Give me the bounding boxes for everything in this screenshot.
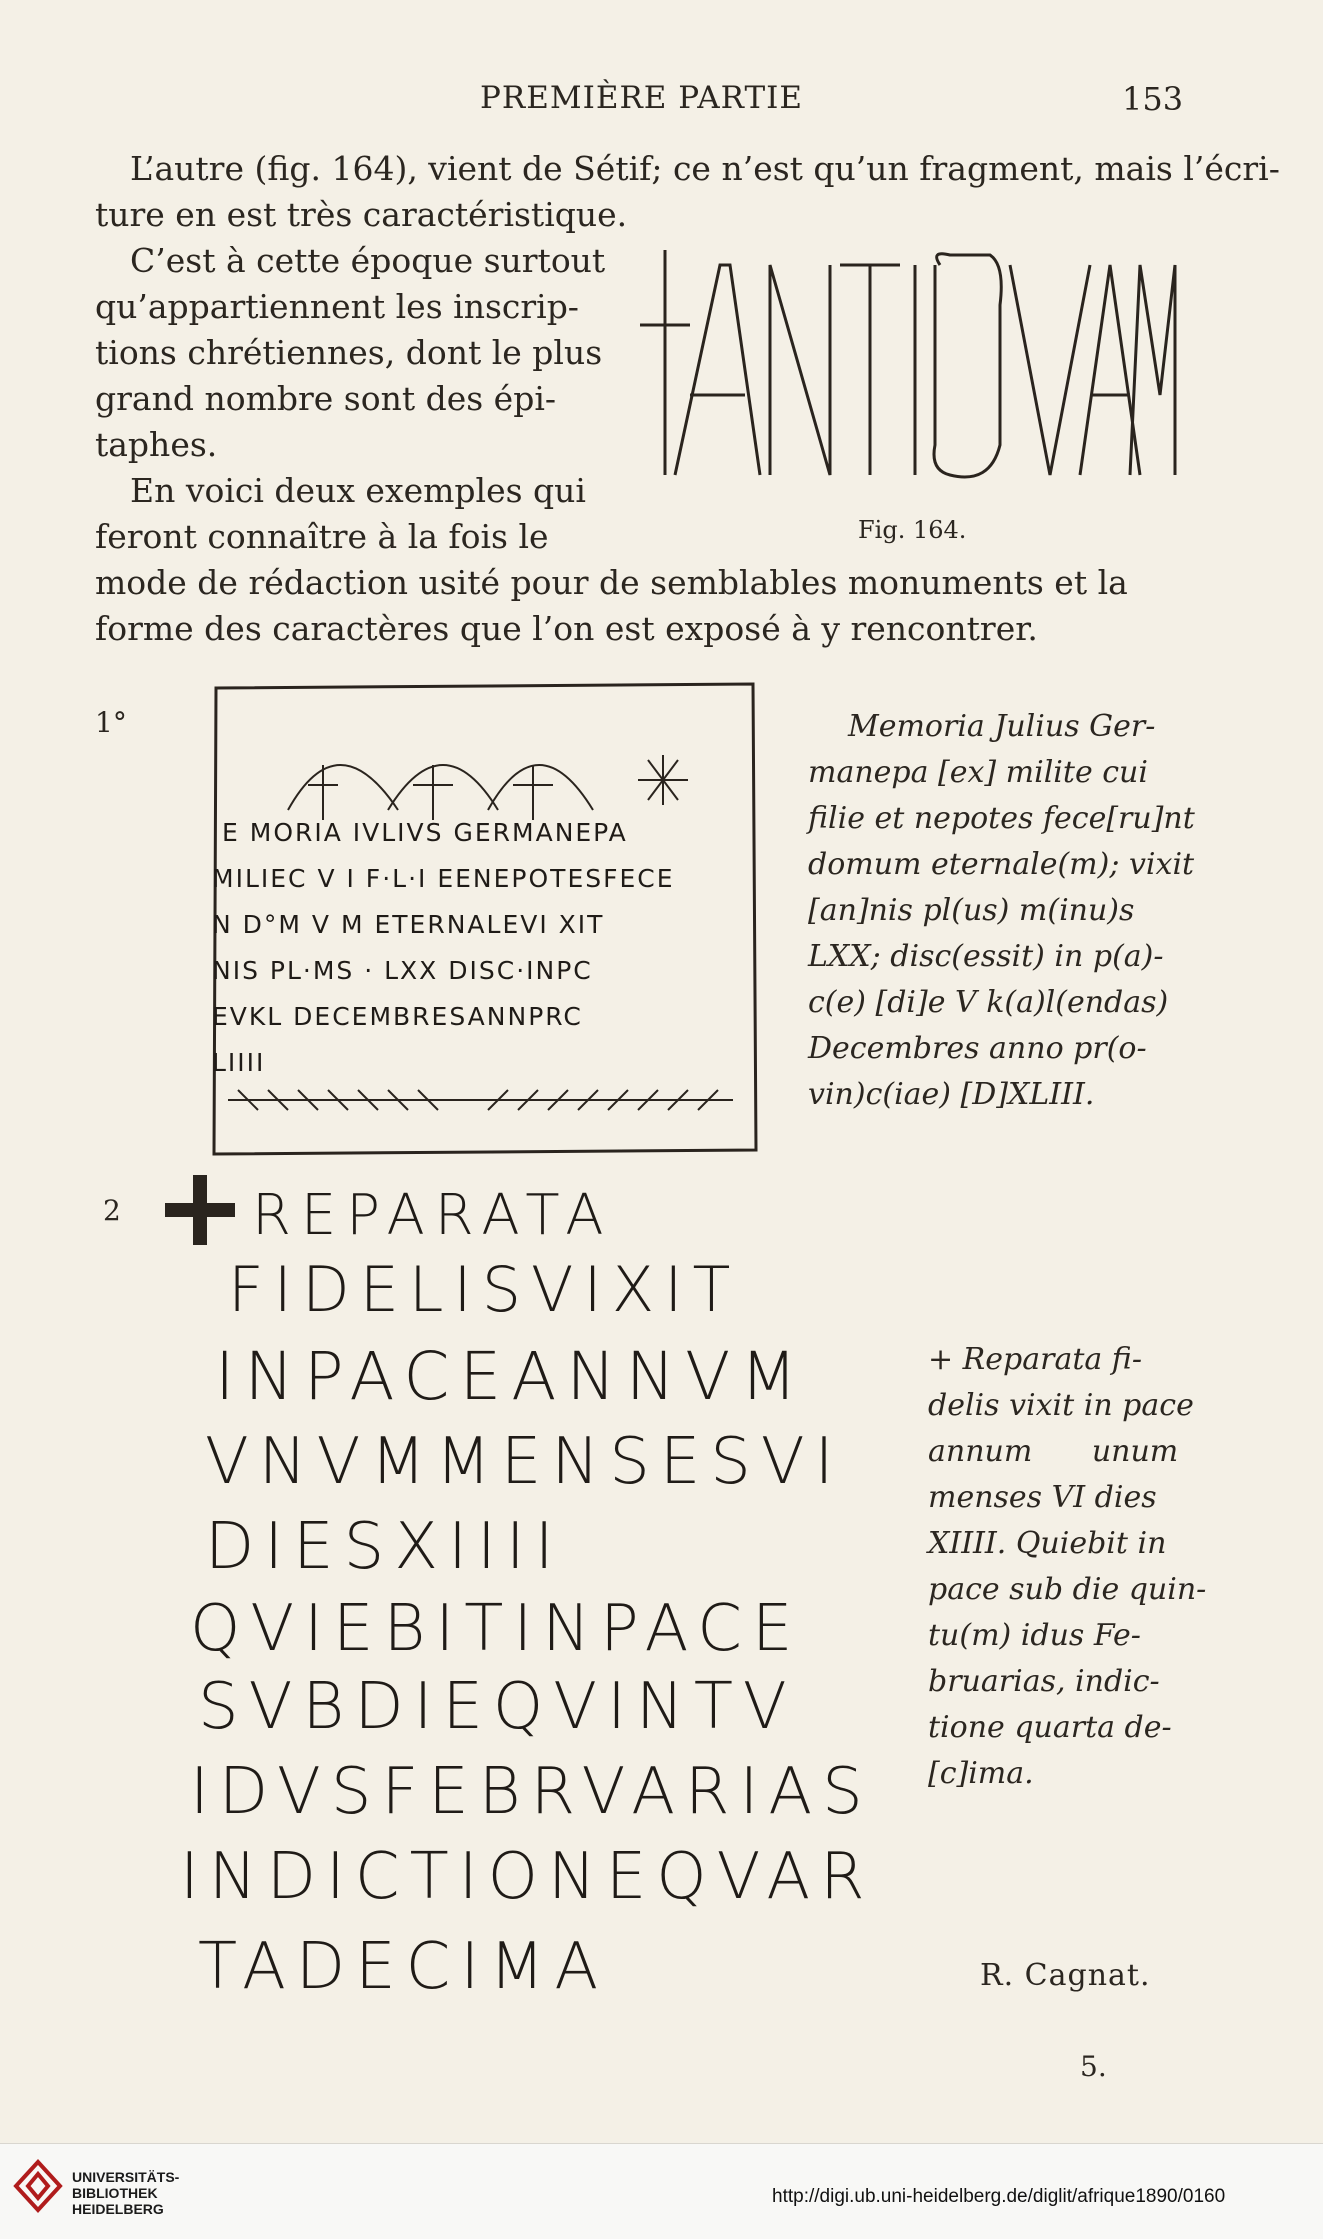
inscription-2-line-1: REPARATA [252, 1183, 614, 1248]
body-line-full-2: forme des caractères que l’on est exposé à y rencontrer. [95, 609, 1038, 648]
transcription-2-line-1: + Reparata fi- [928, 1342, 1142, 1377]
running-title: PREMIÈRE PARTIE [480, 80, 804, 116]
stone-line-3: N D°M V M ETERNALEVI XIT [212, 910, 605, 939]
stone-line-4: NIS PL·MS · LXX DISC·INPC [212, 956, 593, 985]
inscription-2-line-3: INPACEANNVM [215, 1338, 808, 1415]
transcription-2-line-6: pace sub die quin- [928, 1572, 1207, 1607]
side-line-3: tions chrétiennes, dont le plus [95, 333, 603, 372]
source-url-link[interactable]: http://digi.ub.uni-heidelberg.de/diglit/afrique1890/0160 [772, 2186, 1226, 2207]
intro-line-2: ture en est très caractéristique. [95, 195, 628, 234]
transcription-2-line-9: tione quarta de- [928, 1710, 1172, 1745]
transcription-2-line-7: tu(m) idus Fe- [928, 1618, 1141, 1653]
inscription-1-number: 1° [95, 706, 127, 739]
transcription-2-line-3: annum unum [928, 1434, 1179, 1469]
inscription-2-line-10: TADECIMA [198, 1930, 609, 2004]
inscription-2-line-5: DIESXIIII [205, 1510, 564, 1584]
author-signature: R. Cagnat. [980, 1958, 1151, 1993]
transcription-1-line-4: domum eternale(m); vixit [808, 847, 1195, 882]
library-logo-icon [12, 2156, 64, 2216]
transcription-1-line-9: vin)c(iae) [D]XLIII. [808, 1077, 1095, 1112]
inscription-2-line-4: VNVMMENSESVI [205, 1425, 844, 1499]
cross-icon [160, 1170, 240, 1250]
transcription-1-line-8: Decembres anno pr(o- [808, 1031, 1147, 1066]
transcription-1-line-2: manepa [ex] milite cui [808, 755, 1148, 790]
side-line-7: feront connaître à la fois le [95, 517, 549, 556]
stone-line-5: EVKL DECEMBRESANNPRC [212, 1002, 583, 1031]
library-name [72, 2169, 179, 2217]
transcription-2-line-8: bruarias, indic- [928, 1664, 1160, 1699]
side-line-2: qu’appartiennent les inscrip- [95, 287, 579, 326]
inscription-2-line-8: IDVSFEBRVARIAS [190, 1755, 873, 1829]
transcription-2-line-10: [c]ima. [928, 1756, 1034, 1791]
figure-164-caption: Fig. 164. [858, 516, 967, 544]
inscription-2-line-2: FIDELISVIXIT [228, 1253, 741, 1326]
signature-number: 5. [1080, 2050, 1107, 2083]
side-line-1: C’est à cette époque surtout [130, 241, 606, 280]
side-line-4: grand nombre sont des épi- [95, 379, 557, 418]
transcription-1-line-7: c(e) [di]e V k(a)l(endas) [808, 985, 1169, 1020]
inscription-2-line-7: SVBDIEQVINTV [198, 1670, 797, 1744]
transcription-2-line-5: XIIII. Quiebit in [928, 1526, 1167, 1561]
transcription-2-line-2: delis vixit in pace [928, 1388, 1194, 1423]
stone-line-6: LIIII [212, 1048, 266, 1077]
body-line-full-1: mode de rédaction usité pour de semblables monuments et la [95, 563, 1128, 602]
inscription-2-line-9: INDICTIONEQVAR [180, 1840, 875, 1914]
page-number: 153 [1122, 80, 1184, 118]
stone-line-1: E MORIA IVLIVS GERMANEPA [222, 818, 628, 847]
figure-164-image [630, 245, 1180, 495]
transcription-1-line-6: LXX; disc(essit) in p(a)- [808, 939, 1164, 974]
inscription-2-number: 2 [103, 1194, 121, 1227]
transcription-1-line-1: Memoria Julius Ger- [848, 709, 1156, 744]
library-line-1: UNIVERSITÄTS- [72, 2169, 180, 2185]
library-line-2: BIBLIOTHEK [72, 2185, 158, 2201]
stone-line-2: MILIEC V I F·L·I EENEPOTESFECE [212, 864, 675, 893]
side-line-5: taphes. [95, 425, 218, 464]
transcription-1-line-5: [an]nis pl(us) m(inu)s [808, 893, 1135, 928]
library-line-3: HEIDELBERG [72, 2201, 164, 2217]
side-line-6: En voici deux exemples qui [130, 471, 586, 510]
intro-line-1: L’autre (fig. 164), vient de Sétif; ce n’est qu’un fragment, mais l’écri- [130, 149, 1280, 188]
inscription-2-line-6: QVIEBITINPACE [190, 1592, 803, 1666]
transcription-1-line-3: filie et nepotes fece[ru]nt [808, 801, 1195, 836]
transcription-2-line-4: menses VI dies [928, 1480, 1157, 1515]
